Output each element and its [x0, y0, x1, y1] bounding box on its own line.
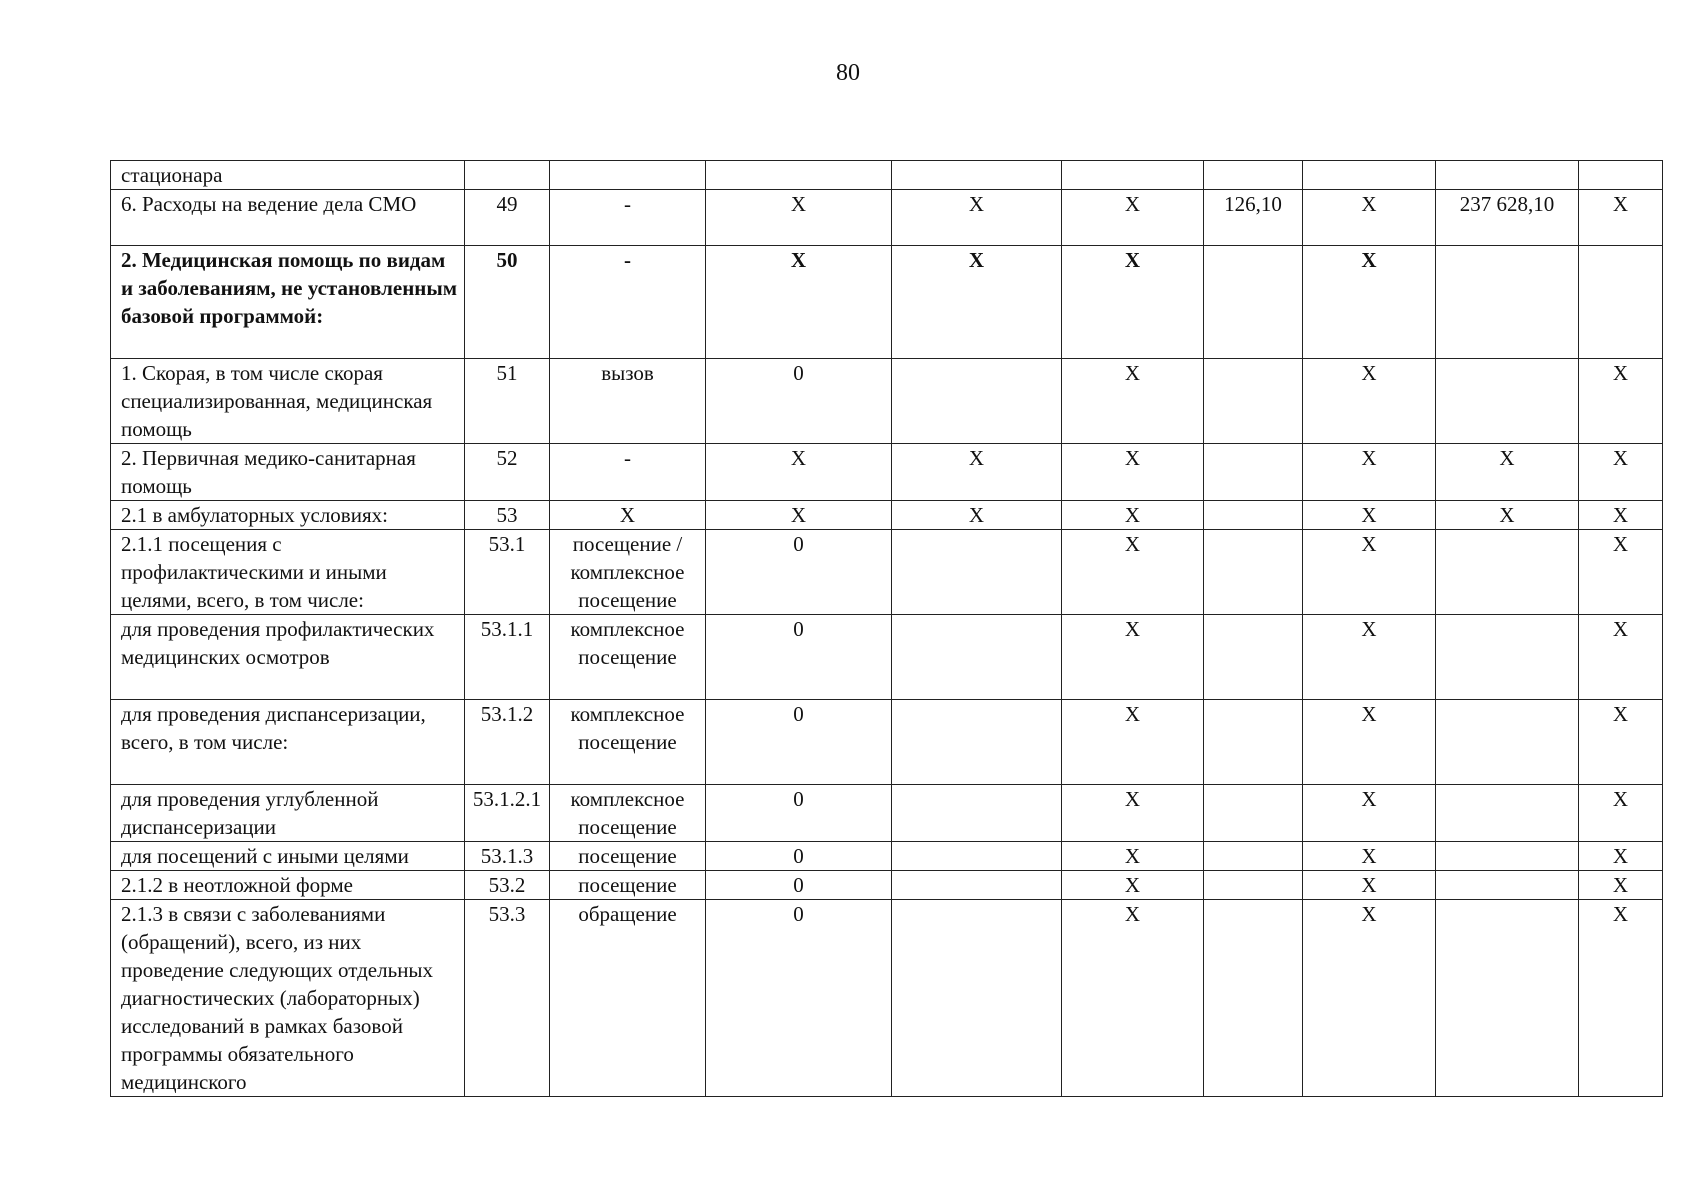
value-cell-9 [1436, 530, 1579, 615]
unit-cell: - [550, 190, 706, 246]
value-cell-8 [1303, 161, 1436, 190]
unit-cell: обращение [550, 900, 706, 1097]
value-cell-9 [1436, 900, 1579, 1097]
value-cell-6: X [1062, 530, 1204, 615]
row-label-cell: 1. Скорая, в том числе скорая специализированная, медицинская помощь [111, 359, 465, 444]
table-row [111, 161, 1663, 190]
value-cell-6 [1062, 161, 1204, 190]
value-cell-4: 0 [706, 900, 892, 1097]
row-code-cell: 53.1 [465, 530, 550, 615]
unit-cell: X [550, 501, 706, 530]
value-cell-5 [892, 871, 1062, 900]
value-cell-9 [1436, 615, 1579, 700]
row-label-cell: 2. Медицинская помощь по видам и заболеваниям, не установленным базовой программой: [111, 246, 465, 359]
row-code-cell: 53.1.2.1 [465, 785, 550, 842]
value-cell-9 [1436, 871, 1579, 900]
value-cell-6: X [1062, 785, 1204, 842]
value-cell-4: 0 [706, 615, 892, 700]
table-row [111, 246, 1663, 359]
value-cell-10: X [1579, 785, 1663, 842]
row-label-cell: 2.1.3 в связи с заболеваниями (обращений), всего, из них проведение следующих отдельных диагностических (лабораторных) исследований в рамках базовой программы обязательного медицинского [111, 900, 465, 1097]
unit-cell: - [550, 444, 706, 501]
row-code-cell: 53.2 [465, 871, 550, 900]
table-row [111, 359, 1663, 444]
value-cell-7 [1204, 785, 1303, 842]
value-cell-8: X [1303, 444, 1436, 501]
value-cell-4: X [706, 501, 892, 530]
row-code-cell [465, 161, 550, 190]
value-cell-7 [1204, 530, 1303, 615]
value-cell-9: X [1436, 501, 1579, 530]
value-cell-8: X [1303, 785, 1436, 842]
value-cell-7 [1204, 246, 1303, 359]
row-label-cell: стационара [111, 161, 465, 190]
value-cell-4 [706, 161, 892, 190]
value-cell-10 [1579, 246, 1663, 359]
table-row [111, 501, 1663, 530]
unit-cell: посещение [550, 842, 706, 871]
row-code-cell: 52 [465, 444, 550, 501]
row-label-cell: для проведения углубленной диспансеризации [111, 785, 465, 842]
value-cell-9: X [1436, 444, 1579, 501]
table-row [111, 871, 1663, 900]
row-code-cell: 53 [465, 501, 550, 530]
value-cell-6: X [1062, 359, 1204, 444]
value-cell-8: X [1303, 359, 1436, 444]
value-cell-5 [892, 842, 1062, 871]
row-label-cell: 2. Первичная медико-санитарная помощь [111, 444, 465, 501]
value-cell-7 [1204, 615, 1303, 700]
value-cell-7 [1204, 444, 1303, 501]
value-cell-10: X [1579, 871, 1663, 900]
value-cell-4: X [706, 190, 892, 246]
value-cell-5: X [892, 444, 1062, 501]
value-cell-7 [1204, 359, 1303, 444]
unit-cell: вызов [550, 359, 706, 444]
row-code-cell: 53.3 [465, 900, 550, 1097]
value-cell-5 [892, 900, 1062, 1097]
unit-cell: посещение / комплексное посещение [550, 530, 706, 615]
value-cell-6: X [1062, 842, 1204, 871]
value-cell-4: 0 [706, 871, 892, 900]
value-cell-8: X [1303, 246, 1436, 359]
unit-cell: посещение [550, 871, 706, 900]
row-label-cell: 2.1 в амбулаторных условиях: [111, 501, 465, 530]
value-cell-8: X [1303, 501, 1436, 530]
value-cell-5 [892, 700, 1062, 785]
value-cell-5 [892, 615, 1062, 700]
value-cell-6: X [1062, 246, 1204, 359]
row-code-cell: 50 [465, 246, 550, 359]
value-cell-10: X [1579, 700, 1663, 785]
value-cell-8: X [1303, 190, 1436, 246]
table-row [111, 190, 1663, 246]
table-row [111, 615, 1663, 700]
value-cell-8: X [1303, 871, 1436, 900]
value-cell-10: X [1579, 842, 1663, 871]
unit-cell: комплексное посещение [550, 785, 706, 842]
table-body [111, 161, 1663, 1097]
row-label-cell: 2.1.2 в неотложной форме [111, 871, 465, 900]
value-cell-4: 0 [706, 700, 892, 785]
value-cell-5: X [892, 190, 1062, 246]
row-label-cell: 6. Расходы на ведение дела СМО [111, 190, 465, 246]
table-row [111, 700, 1663, 785]
value-cell-8: X [1303, 842, 1436, 871]
value-cell-6: X [1062, 444, 1204, 501]
value-cell-5: X [892, 501, 1062, 530]
value-cell-8: X [1303, 900, 1436, 1097]
data-table [110, 160, 1663, 1097]
value-cell-4: X [706, 444, 892, 501]
value-cell-10 [1579, 161, 1663, 190]
value-cell-10: X [1579, 190, 1663, 246]
value-cell-9: 237 628,10 [1436, 190, 1579, 246]
page-number: 80 [836, 60, 860, 86]
table-row [111, 785, 1663, 842]
row-label-cell: для проведения профилактических медицинских осмотров [111, 615, 465, 700]
value-cell-6: X [1062, 501, 1204, 530]
value-cell-8: X [1303, 530, 1436, 615]
table-row [111, 842, 1663, 871]
value-cell-6: X [1062, 190, 1204, 246]
unit-cell: комплексное посещение [550, 700, 706, 785]
table-row [111, 530, 1663, 615]
value-cell-7 [1204, 161, 1303, 190]
value-cell-6: X [1062, 615, 1204, 700]
value-cell-9 [1436, 842, 1579, 871]
unit-cell: - [550, 246, 706, 359]
table-row [111, 444, 1663, 501]
value-cell-10: X [1579, 501, 1663, 530]
value-cell-7 [1204, 871, 1303, 900]
value-cell-5 [892, 785, 1062, 842]
value-cell-9 [1436, 785, 1579, 842]
value-cell-10: X [1579, 444, 1663, 501]
unit-cell [550, 161, 706, 190]
value-cell-6: X [1062, 900, 1204, 1097]
row-label-cell: для посещений с иными целями [111, 842, 465, 871]
value-cell-5 [892, 359, 1062, 444]
row-code-cell: 51 [465, 359, 550, 444]
value-cell-10: X [1579, 900, 1663, 1097]
value-cell-7 [1204, 842, 1303, 871]
value-cell-6: X [1062, 871, 1204, 900]
value-cell-10: X [1579, 530, 1663, 615]
row-code-cell: 53.1.1 [465, 615, 550, 700]
row-label-cell: для проведения диспансеризации, всего, в том числе: [111, 700, 465, 785]
value-cell-4: X [706, 246, 892, 359]
value-cell-5 [892, 161, 1062, 190]
value-cell-9 [1436, 161, 1579, 190]
value-cell-9 [1436, 246, 1579, 359]
value-cell-9 [1436, 700, 1579, 785]
value-cell-7 [1204, 501, 1303, 530]
unit-cell: комплексное посещение [550, 615, 706, 700]
value-cell-5 [892, 530, 1062, 615]
row-code-cell: 53.1.3 [465, 842, 550, 871]
value-cell-10: X [1579, 359, 1663, 444]
value-cell-4: 0 [706, 530, 892, 615]
value-cell-4: 0 [706, 785, 892, 842]
row-code-cell: 53.1.2 [465, 700, 550, 785]
value-cell-4: 0 [706, 359, 892, 444]
value-cell-7: 126,10 [1204, 190, 1303, 246]
value-cell-8: X [1303, 615, 1436, 700]
value-cell-9 [1436, 359, 1579, 444]
table-row [111, 900, 1663, 1097]
value-cell-7 [1204, 700, 1303, 785]
value-cell-7 [1204, 900, 1303, 1097]
value-cell-10: X [1579, 615, 1663, 700]
value-cell-6: X [1062, 700, 1204, 785]
row-code-cell: 49 [465, 190, 550, 246]
value-cell-4: 0 [706, 842, 892, 871]
value-cell-8: X [1303, 700, 1436, 785]
row-label-cell: 2.1.1 посещения с профилактическими и иными целями, всего, в том числе: [111, 530, 465, 615]
value-cell-5: X [892, 246, 1062, 359]
